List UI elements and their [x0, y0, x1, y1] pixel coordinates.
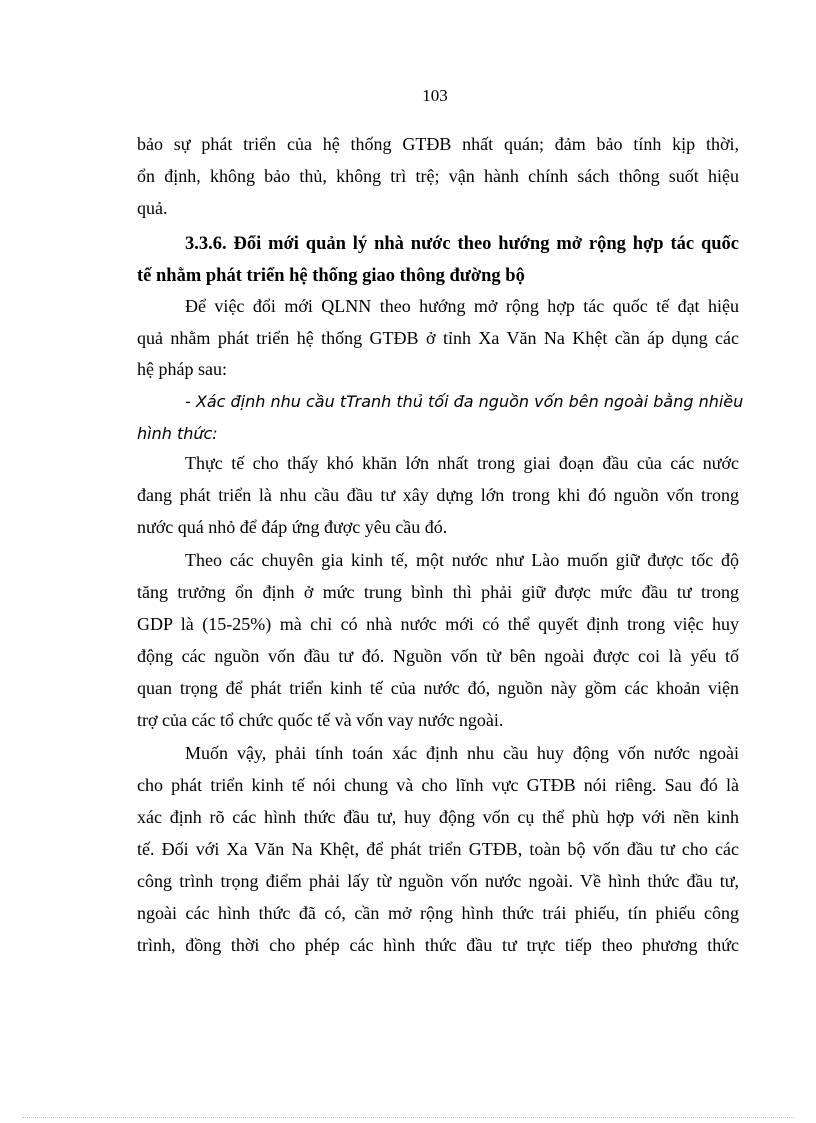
paragraph-line: quả nhằm phát triển hệ thống GTĐB ở tỉnh Xa Văn Na Khệt cần áp dụng các	[137, 328, 739, 348]
paragraph-line: công trình trọng điểm phải lấy từ nguồn vốn nước ngoài. Về hình thức đầu tư,	[137, 871, 739, 891]
paragraph-line: nước quá nhỏ để đáp ứng được yêu cầu đó.	[137, 517, 448, 537]
paragraph-line: ngoài các hình thức đã có, cần mở rộng hình thức trái phiếu, tín phiếu công	[137, 903, 739, 923]
paragraph-line: quan trọng để phát triển kinh tế của nước đó, nguồn này gồm các khoản viện	[137, 678, 739, 698]
page-number: 103	[422, 86, 448, 105]
paragraph-line: tăng trưởng ổn định ở mức trung bình thì phải giữ được mức đầu tư trong	[137, 582, 739, 602]
paragraph-line: Để việc đổi mới QLNN theo hướng mở rộng hợp tác quốc tế đạt hiệu	[185, 296, 739, 316]
section-heading-line: tế nhằm phát triển hệ thống giao thông đường bộ	[137, 266, 525, 286]
section-heading-line: 3.3.6. Đổi mới quản lý nhà nước theo hướng mở rộng hợp tác quốc	[185, 234, 739, 254]
page-bottom-border	[22, 1117, 794, 1118]
paragraph-line: Thực tế cho thấy khó khăn lớn nhất trong giai đoạn đầu của các nước	[185, 453, 739, 473]
paragraph-line: Muốn vậy, phải tính toán xác định nhu cầu huy động vốn nước ngoài	[185, 743, 739, 763]
list-item-line: - Xác định nhu cầu tTranh thủ tối đa nguồn vốn bên ngoài bằng nhiều	[185, 392, 744, 411]
paragraph-line: ổn định, không bảo thủ, không trì trệ; vận hành chính sách thông suốt hiệu	[137, 166, 739, 186]
paragraph-line: cho phát triển kinh tế nói chung và cho lĩnh vực GTĐB nói riêng. Sau đó là	[137, 775, 739, 795]
paragraph-line: đang phát triển là nhu cầu đầu tư xây dựng lớn trong khi đó nguồn vốn trong	[137, 485, 739, 505]
paragraph-line: tế. Đối với Xa Văn Na Khệt, để phát triển GTĐB, toàn bộ vốn đầu tư cho các	[137, 839, 739, 859]
paragraph-line: trợ của các tổ chức quốc tế và vốn vay nước ngoài.	[137, 710, 504, 730]
list-item-line: hình thức:	[137, 424, 218, 443]
paragraph-line: trình, đồng thời cho phép các hình thức đầu tư trực tiếp theo phương thức	[137, 935, 739, 955]
paragraph-line: Theo các chuyên gia kinh tế, một nước như Lào muốn giữ được tốc độ	[185, 550, 739, 570]
paragraph-line: quả.	[137, 198, 168, 218]
paragraph-line: xác định rõ các hình thức đầu tư, huy động vốn cụ thể phù hợp với nền kinh	[137, 807, 739, 827]
paragraph-line: GDP là (15-25%) mà chỉ có nhà nước mới có thể quyết định trong việc huy	[137, 614, 739, 634]
paragraph-line: bảo sự phát triển của hệ thống GTĐB nhất quán; đảm bảo tính kịp thời,	[137, 134, 739, 154]
paragraph-line: hệ pháp sau:	[137, 359, 227, 379]
paragraph-line: động các nguồn vốn đầu tư đó. Nguồn vốn từ bên ngoài được coi là yếu tố	[137, 646, 739, 666]
